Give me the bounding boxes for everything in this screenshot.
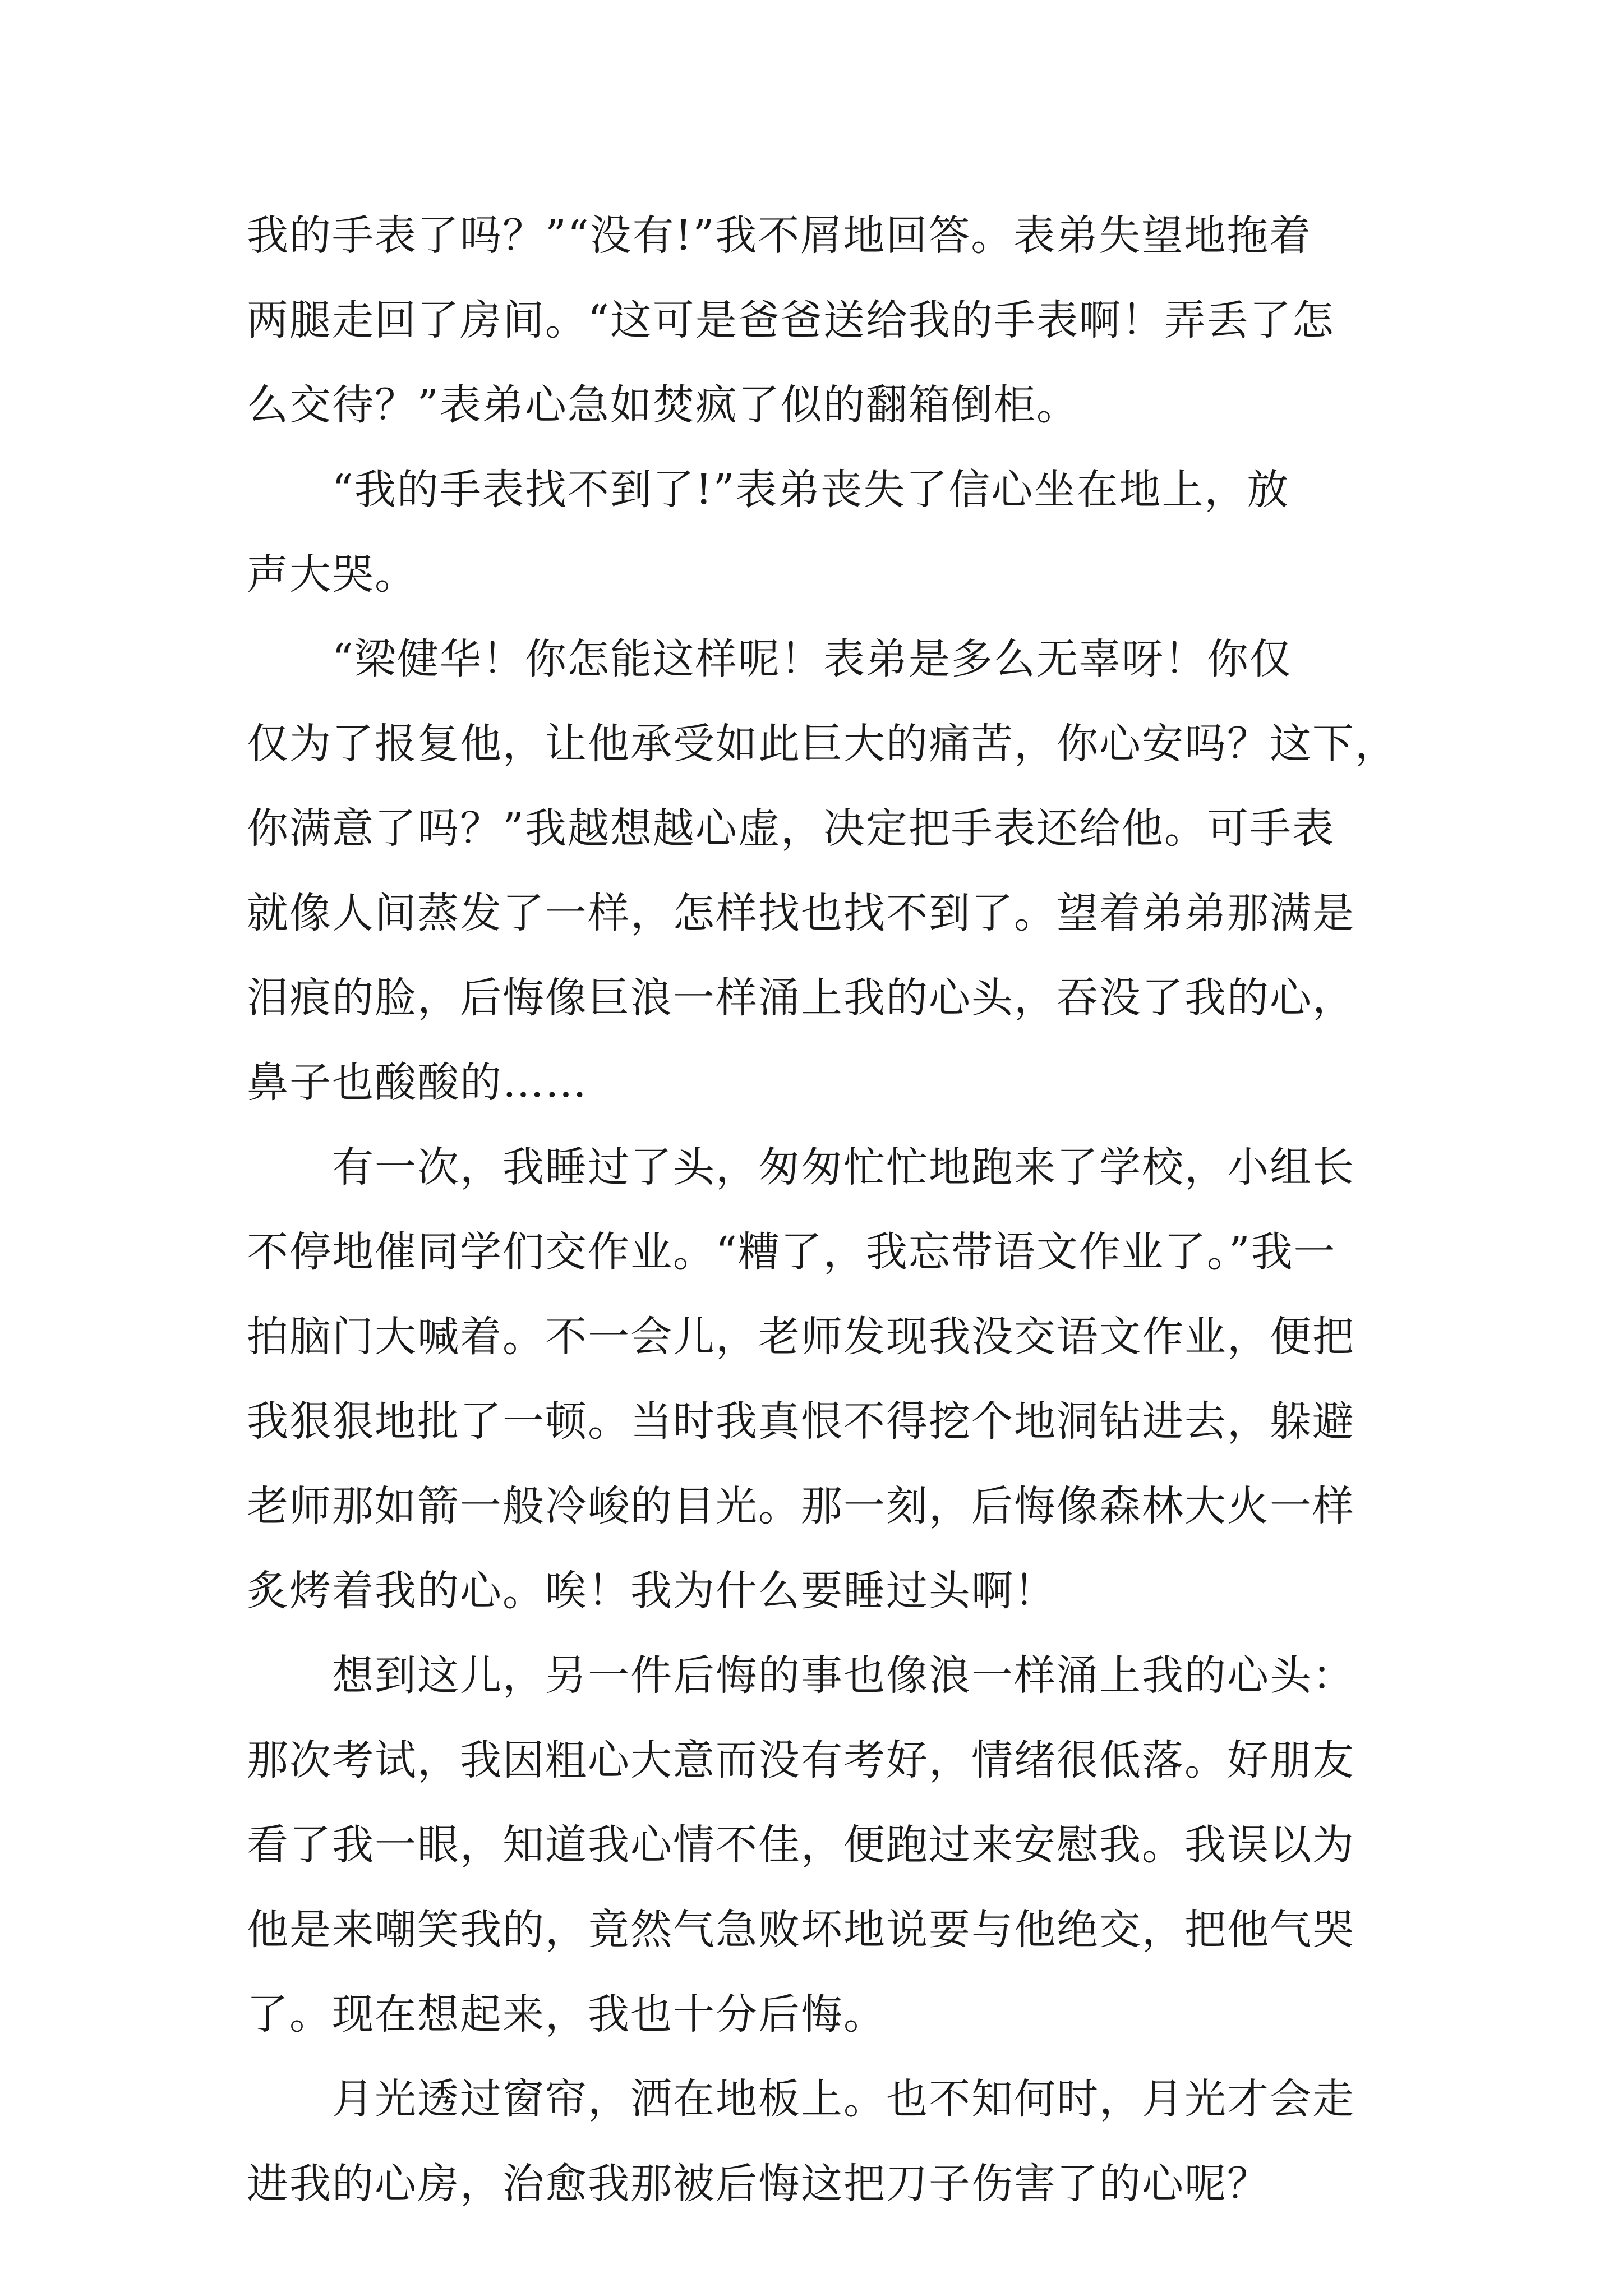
text-line: 那次考试，我因粗心大意而没有考好，情绪很低落。好朋友 xyxy=(247,1736,1355,1784)
text-line: “梁健华！你怎能这样呢！表弟是多么无辜呀！你仅 xyxy=(247,635,1292,683)
text-line: 炙烤着我的心。唉！我为什么要睡过头啊！ xyxy=(247,1567,1057,1615)
text-line: 想到这儿，另一件后悔的事也像浪一样涌上我的心头： xyxy=(247,1651,1355,1700)
text-line: 有一次，我睡过了头，匆匆忙忙地跑来了学校，小组长 xyxy=(247,1143,1355,1191)
text-line: 不停地催同学们交作业。“糟了，我忘带语文作业了。”我一 xyxy=(247,1228,1336,1276)
text-line: 就像人间蒸发了一样，怎样找也找不到了。望着弟弟那满是 xyxy=(247,889,1355,937)
text-line: 老师那如箭一般冷峻的目光。那一刻，后悔像森林大火一样 xyxy=(247,1482,1355,1530)
text-line: 了。现在想起来，我也十分后悔。 xyxy=(247,1990,886,2039)
text-line: 声大哭。 xyxy=(247,550,417,599)
text-line: 看了我一眼，知道我心情不佳，便跑过来安慰我。我误以为 xyxy=(247,1821,1355,1869)
text-line: 泪痕的脸，后悔像巨浪一样涌上我的心头，吞没了我的心， xyxy=(247,974,1355,1022)
text-line: 他是来嘲笑我的，竟然气急败坏地说要与他绝交，把他气哭 xyxy=(247,1906,1355,1954)
text-line: 仅为了报复他，让他承受如此巨大的痛苦，你心安吗？这下， xyxy=(247,720,1398,768)
text-line: 我的手表了吗？”“没有!”我不屑地回答。表弟失望地拖着 xyxy=(247,211,1312,260)
text-line: 鼻子也酸酸的…… xyxy=(247,1059,588,1107)
text-line: 两腿走回了房间。“这可是爸爸送给我的手表啊！弄丢了怎 xyxy=(247,296,1335,344)
text-line: 进我的心房，治愈我那被后悔这把刀子伤害了的心呢？ xyxy=(247,2160,1270,2208)
text-line: “我的手表找不到了!”表弟丧失了信心坐在地上，放 xyxy=(247,466,1290,514)
text-line: 么交待？”表弟心急如焚疯了似的翻箱倒柜。 xyxy=(247,381,1079,429)
body-text xyxy=(247,194,1398,2226)
text-line: 你满意了吗？”我越想越心虚，决定把手表还给他。可手表 xyxy=(247,804,1335,853)
text-line: 拍脑门大喊着。不一会儿，老师发现我没交语文作业，便把 xyxy=(247,1313,1355,1361)
text-line: 我狠狠地批了一顿。当时我真恨不得挖个地洞钻进去，躲避 xyxy=(247,1397,1355,1446)
text-line: 月光透过窗帘，洒在地板上。也不知何时，月光才会走 xyxy=(247,2075,1355,2123)
